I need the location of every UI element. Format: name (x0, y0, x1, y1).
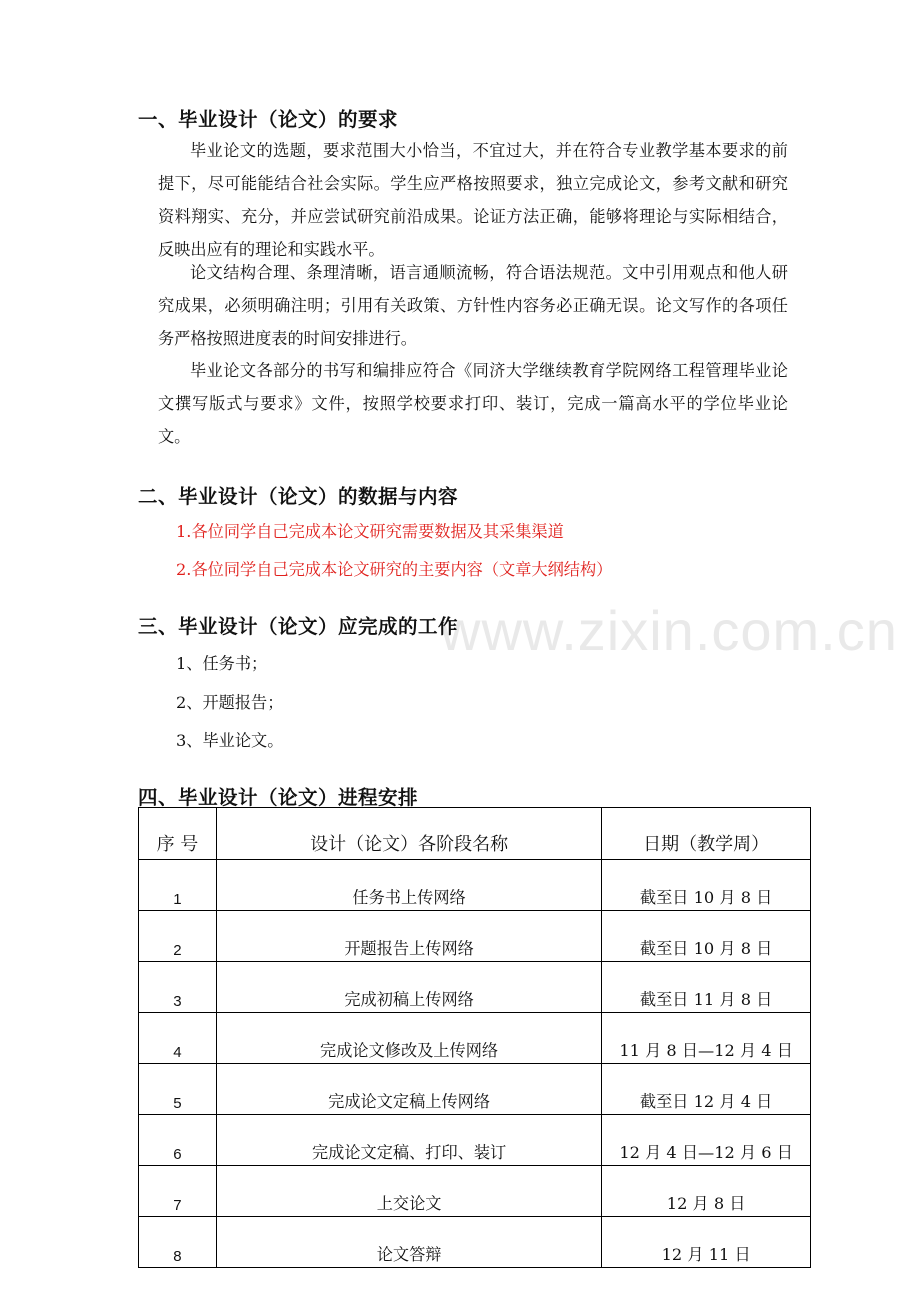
row-date: 截至日 10 月 8 日 (602, 860, 811, 911)
row-number: 3 (139, 962, 217, 1013)
row-number: 6 (139, 1115, 217, 1166)
row-date: 截至日 10 月 8 日 (602, 911, 811, 962)
schedule-table (138, 807, 811, 1268)
table-row (139, 1166, 811, 1217)
column-header-number: 序 号 (139, 808, 217, 860)
section3-heading: 三、毕业设计（论文）应完成的工作 (138, 615, 459, 638)
table-row (139, 962, 811, 1013)
column-header-stage: 设计（论文）各阶段名称 (216, 808, 601, 860)
row-date: 截至日 12 月 4 日 (602, 1064, 811, 1115)
row-stage: 上交论文 (216, 1166, 601, 1217)
section3-item-3: 3、毕业论文。 (176, 731, 284, 750)
row-stage: 完成初稿上传网络 (216, 962, 601, 1013)
table-row (139, 1064, 811, 1115)
row-number: 7 (139, 1166, 217, 1217)
table-header-row (139, 808, 811, 860)
section1-paragraph-3: 毕业论文各部分的书写和编排应符合《同济大学继续教育学院网络工程管理毕业论文撰写版式与要求》文件，按照学校要求打印、装订，完成一篇高水平的学位毕业论文。 (158, 361, 788, 446)
section3-item-2: 2、开题报告； (176, 693, 284, 712)
table-row (139, 1217, 811, 1268)
row-number: 2 (139, 911, 217, 962)
table-row (139, 1013, 811, 1064)
row-number: 4 (139, 1013, 217, 1064)
section2-item-2: 2.各位同学自己完成本论文研究的主要内容（文章大纲结构） (176, 560, 613, 579)
watermark: www.zixin.com.cn (440, 599, 898, 662)
row-date: 截至日 11 月 8 日 (602, 962, 811, 1013)
row-stage: 开题报告上传网络 (216, 911, 601, 962)
section2-heading: 二、毕业设计（论文）的数据与内容 (138, 485, 459, 508)
section1-heading: 一、毕业设计（论文）的要求 (138, 108, 399, 131)
row-number: 5 (139, 1064, 217, 1115)
row-date: 12 月 4 日—12 月 6 日 (602, 1115, 811, 1166)
row-stage: 论文答辩 (216, 1217, 601, 1268)
row-date: 11 月 8 日—12 月 4 日 (602, 1013, 811, 1064)
column-header-date: 日期（教学周） (602, 808, 811, 860)
row-number: 8 (139, 1217, 217, 1268)
section3-item-1: 1、任务书； (176, 654, 268, 673)
section4-heading: 四、毕业设计（论文）进程安排 (138, 786, 419, 809)
table-row (139, 1115, 811, 1166)
row-stage: 完成论文定稿、打印、装订 (216, 1115, 601, 1166)
row-date: 12 月 8 日 (602, 1166, 811, 1217)
row-number: 1 (139, 860, 217, 911)
table-row (139, 911, 811, 962)
section1-paragraph-2: 论文结构合理、条理清晰，语言通顺流畅，符合语法规范。文中引用观点和他人研究成果，必须明确注明；引用有关政策、方针性内容务必正确无误。论文写作的各项任务严格按照进度表的时间安排进行。 (158, 263, 788, 348)
section2-item-1: 1.各位同学自己完成本论文研究需要数据及其采集渠道 (176, 522, 564, 541)
row-date: 12 月 11 日 (602, 1217, 811, 1268)
row-stage: 完成论文定稿上传网络 (216, 1064, 601, 1115)
table-row (139, 860, 811, 911)
row-stage: 任务书上传网络 (216, 860, 601, 911)
row-stage: 完成论文修改及上传网络 (216, 1013, 601, 1064)
section1-paragraph-1: 毕业论文的选题，要求范围大小恰当，不宜过大，并在符合专业教学基本要求的前提下，尽可能能结合社会实际。学生应严格按照要求，独立完成论文，参考文献和研究资料翔实、充分，并应尝试研究前沿成果。论证方法正确，能够将理论与实际相结合，反映出应有的理论和实践水平。 (158, 141, 788, 259)
